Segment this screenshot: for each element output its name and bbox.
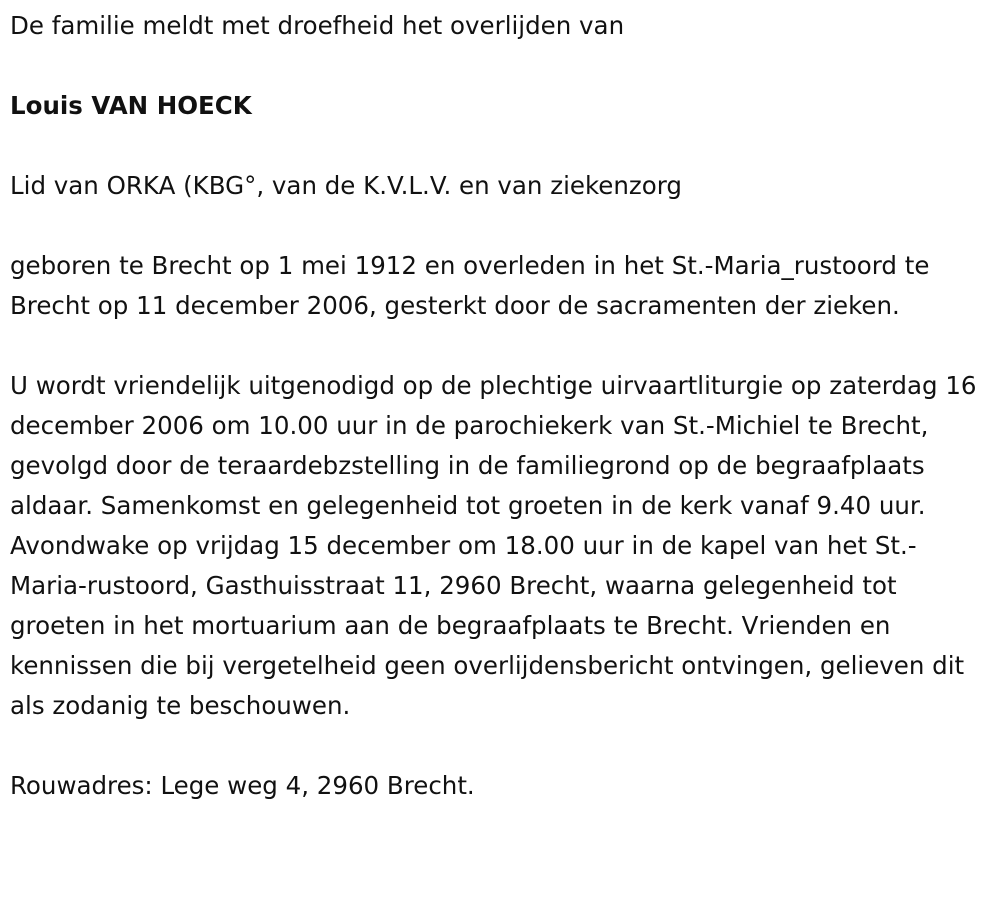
birth-death-text: geboren te Brecht op 1 mei 1912 en overleden in het St.-Maria_rustoord te Brecht op 11 december 2006, gesterkt door de sacramenten der zieken. [10,251,930,320]
funeral-invitation-text: U wordt vriendelijk uitgenodigd op de plechtige uirvaartliturgie op zaterdag 16 december 2006 om 10.00 uur in de parochiekerk van St.-Michiel te Brecht, gevolgd door de teraardebzstelling in de familiegrond op de begraafplaats aldaar. Samenkomst en gelegenheid tot groeten in de kerk vanaf 9.40 uur. Avondwake op vrijdag 15 december om 18.00 uur in de kapel van het St.-Maria-rustoord, Gasthuisstraat 11, 2960 Brecht, waarna gelegenheid tot groeten in het mortuarium aan de begraafplaats te Brecht. Vrienden en kennissen die bij vergetelheid geen overlijdensbericht ontvingen, gelieven dit als zodanig te beschouwen. [10,371,977,720]
deceased-name: Louis VAN HOECK [10,91,252,120]
intro-text: De familie meldt met droefheid het overlijden van [10,11,625,40]
membership-text: Lid van ORKA (KBG°, van de K.V.L.V. en van ziekenzorg [10,171,682,200]
mourning-address: Rouwadres: Lege weg 4, 2960 Brecht. [10,771,475,800]
